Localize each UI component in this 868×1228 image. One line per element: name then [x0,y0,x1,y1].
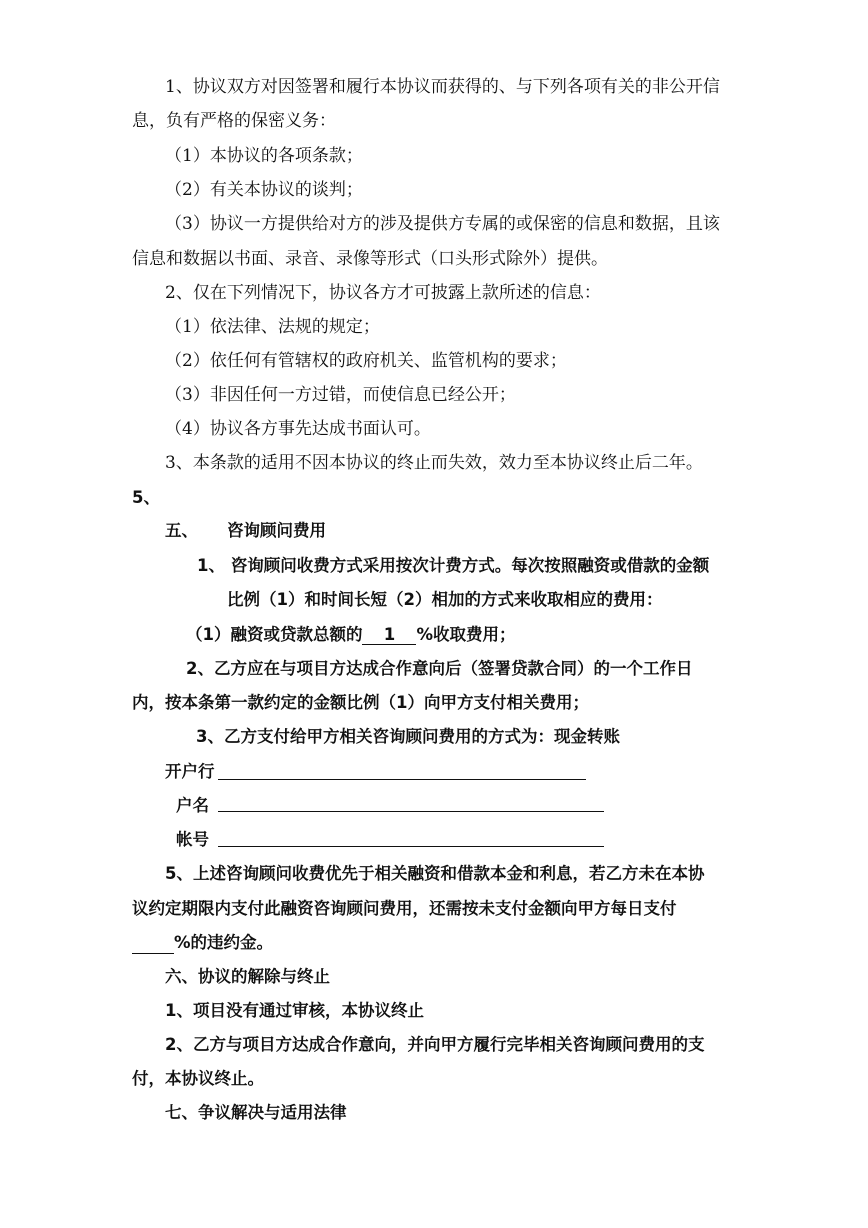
fees-heading-title: 咨询顾问费用 [227,521,326,540]
fee-rate-suffix: %收取费用； [416,625,516,644]
disclosure-case-3: （3）非因任何一方过错，而使信息已经公开； [165,385,516,405]
fees-item-1-line-1: 1、 咨询顾问收费方式采用按次计费方式。每次按照融资或借款的金额 [197,556,710,575]
bank-blank-line [218,779,586,780]
confidentiality-sub-3-line-2: 信息和数据以书面、录音、录像等形式（口头形式除外）提供。 [132,249,608,269]
confidentiality-item-3: 3、本条款的适用不因本协议的终止而失效，效力至本协议终止后二年。 [165,453,703,473]
fee-rate-line [186,624,516,646]
fees-item-2-line-1: 2、乙方应在与项目方达成合作意向后（签署贷款合同）的一个工作日 [186,659,693,678]
account-name-label: 户名 [176,796,209,815]
fees-item-3: 3、乙方支付给甲方相关咨询顾问费用的方式为：现金转账 [196,727,620,746]
confidentiality-item-2: 2、仅在下列情况下，协议各方才可披露上款所述的信息： [165,283,601,303]
penalty-line [132,932,273,954]
disclosure-case-1: （1）依法律、法规的规定； [165,317,380,337]
account-number-label: 帐号 [176,830,209,849]
fees-item-1-line-2: 比例（1）和时间长短（2）相加的方式来收取相应的费用： [227,590,663,609]
account-name-blank-line [218,811,604,812]
termination-item-2-line-1: 2、乙方与项目方达成合作意向，并向甲方履行完毕相关咨询顾问费用的支 [165,1035,705,1054]
dispute-heading: 七、争议解决与适用法律 [165,1103,347,1122]
confidentiality-sub-3-line-1: （3）协议一方提供给对方的涉及提供方专属的或保密的信息和数据，且该 [165,214,720,234]
penalty-suffix: %的违约金。 [174,933,274,952]
termination-item-1: 1、项目没有通过审核，本协议终止 [165,1001,424,1020]
fees-item-5-line-2: 议约定期限内支付此融资咨询顾问费用，还需按未支付金额向甲方每日支付 [132,899,677,918]
fees-heading-number: 五、 [165,521,198,540]
fees-item-2-line-2: 内，按本条第一款约定的金额比例（1）向甲方支付相关费用； [132,693,589,712]
confidentiality-sub-1: （1）本协议的各项条款； [165,146,363,166]
stray-item-number: 5、 [132,488,160,507]
bank-label: 开户行 [165,762,215,781]
penalty-rate-blank [132,935,174,954]
termination-heading: 六、协议的解除与终止 [165,967,330,986]
account-number-blank-line [218,846,604,847]
disclosure-case-4: （4）协议各方事先达成书面认可。 [165,419,431,439]
confidentiality-item-1-line-1: 1、协议双方对因签署和履行本协议而获得的、与下列各项有关的非公开信 [165,77,720,97]
fee-rate-prefix: （1）融资或贷款总额的 [186,625,363,644]
disclosure-case-2: （2）依任何有管辖权的政府机关、监管机构的要求； [165,351,567,371]
termination-item-2-line-2: 付，本协议终止。 [132,1069,264,1088]
confidentiality-sub-2: （2）有关本协议的谈判； [165,180,363,200]
fees-item-5-line-1: 5、上述咨询顾问收费优先于相关融资和借款本金和利息，若乙方未在本协 [165,864,705,883]
confidentiality-item-1-line-2: 息，负有严格的保密义务： [132,111,336,131]
fee-rate-value: 1 [362,626,416,645]
